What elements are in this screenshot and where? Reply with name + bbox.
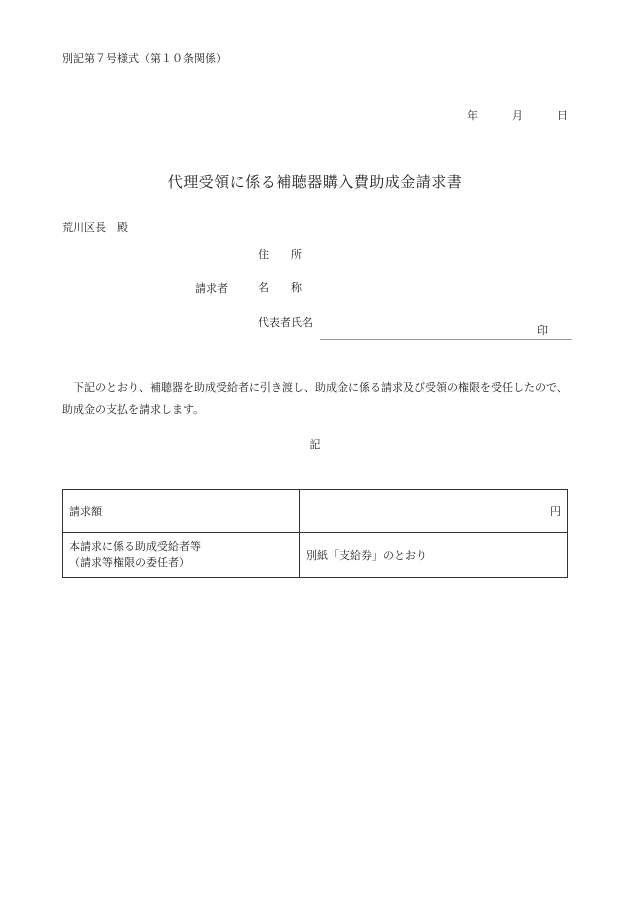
recipient-sublabel: （請求等権限の委任者） (69, 556, 190, 569)
date-day-label: 日 (557, 109, 568, 122)
name-label: 名 称 (258, 281, 302, 294)
document-title: 代理受領に係る補聴器購入費助成金請求書 (167, 173, 463, 191)
body-text: 下記のとおり、補聴器を助成受給者に引き渡し、助成金に係る請求及び受領の権限を受任したので、助成金の支払を請求します。 (62, 381, 568, 416)
date-month-label: 月 (512, 109, 523, 122)
date-year-label: 年 (467, 109, 478, 122)
address-label: 住 所 (258, 248, 302, 261)
claim-amount-label: 請求額 (63, 490, 300, 533)
form-number: 別記第７号様式（第１０条関係） (62, 52, 227, 65)
recipient-value: 別紙「支給券」のとおり (300, 533, 568, 578)
claim-amount-cell (300, 490, 568, 533)
table-row (63, 490, 568, 533)
representative-label: 代表者氏名 (258, 316, 313, 329)
table-row (63, 533, 568, 578)
ki-heading: 記 (309, 438, 321, 451)
yen-unit: 円 (550, 505, 561, 518)
addressee: 荒川区長 殿 (62, 221, 128, 234)
seal-mark: 印 (537, 324, 548, 337)
recipient-label: 本請求に係る助成受給者等 (69, 540, 201, 553)
applicant-label: 請求者 (195, 282, 228, 295)
representative-signature-line (320, 339, 572, 340)
recipient-label-cell (63, 533, 300, 578)
claim-table (62, 489, 568, 578)
